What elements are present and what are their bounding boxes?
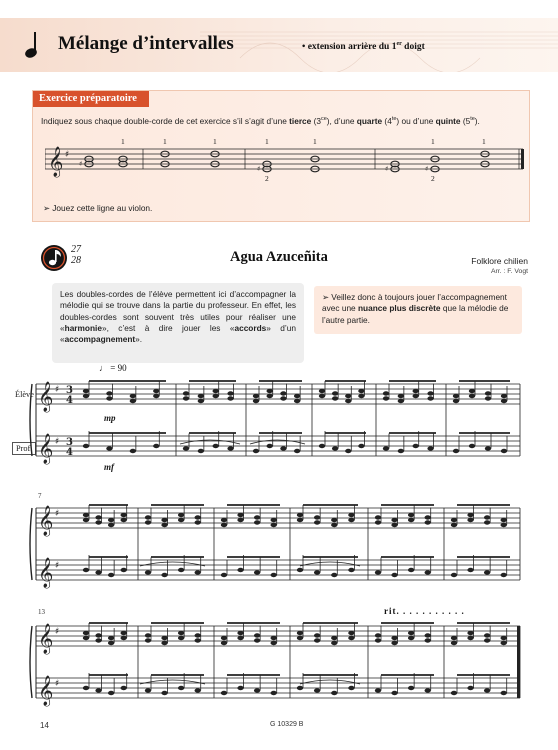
note-head <box>427 446 433 450</box>
teacher-part-label: Prof. <box>12 442 36 455</box>
note-head <box>221 691 227 695</box>
note-head <box>95 688 101 692</box>
note-head <box>398 399 404 403</box>
note-head <box>427 396 433 400</box>
note-head <box>221 641 227 645</box>
key-signature-sharp: ♯ <box>55 561 60 571</box>
song-origin: Folklore chilien <box>471 256 528 266</box>
track-numbers: 27 28 <box>71 244 81 266</box>
note-head <box>383 446 389 450</box>
note-head <box>121 636 127 640</box>
time-signature: 4 <box>66 447 73 458</box>
tempo-marking: ♩ = 90 <box>99 363 127 373</box>
note-head <box>83 444 89 448</box>
note-head <box>121 513 127 517</box>
note-head <box>83 568 89 572</box>
note-head <box>267 444 273 448</box>
note-head <box>319 394 325 398</box>
note-head <box>198 394 204 398</box>
system-brace <box>30 626 32 698</box>
finger-mark: 1 <box>163 137 167 146</box>
note-head <box>314 638 320 642</box>
note-head <box>280 391 286 395</box>
svg-text:♯: ♯ <box>425 165 429 173</box>
note-head <box>314 570 320 574</box>
note-head <box>345 394 351 398</box>
note-head <box>451 573 457 577</box>
note-head <box>271 518 277 522</box>
tie <box>140 680 205 684</box>
note-head <box>319 444 325 448</box>
note-head <box>95 570 101 574</box>
note-head <box>108 573 114 577</box>
note-head <box>453 449 459 453</box>
note-head <box>195 520 201 524</box>
note-head <box>484 570 490 574</box>
note-head <box>253 449 259 453</box>
note-head <box>83 686 89 690</box>
finger-mark: 1 <box>431 137 435 146</box>
catalog-code: G 10329 B <box>270 721 304 728</box>
note-head <box>237 636 243 640</box>
note-head <box>161 641 167 645</box>
note-head <box>237 518 243 522</box>
key-signature-sharp: ♯ <box>55 509 60 519</box>
finger-mark: 1 <box>213 137 217 146</box>
note-head <box>391 636 397 640</box>
note-head <box>348 686 354 690</box>
finger-mark: 1 <box>482 137 486 146</box>
key-signature-sharp: ♯ <box>55 679 60 689</box>
note-head <box>297 513 303 517</box>
note-head <box>398 394 404 398</box>
note-head <box>469 389 475 393</box>
system-number: 13 <box>38 608 45 616</box>
note-head <box>221 573 227 577</box>
note-head <box>178 686 184 690</box>
note-head <box>267 394 273 398</box>
note-head <box>413 394 419 398</box>
note-head <box>453 394 459 398</box>
tie <box>300 562 360 566</box>
note-head <box>297 568 303 572</box>
note-head <box>227 446 233 450</box>
note-head <box>332 446 338 450</box>
note-head <box>398 449 404 453</box>
note-head <box>178 568 184 572</box>
note-head <box>467 568 473 572</box>
key-signature-sharp: ♯ <box>55 385 60 395</box>
note-head <box>314 633 320 637</box>
note-head <box>314 520 320 524</box>
note-head <box>253 399 259 403</box>
note-head <box>467 636 473 640</box>
note-head <box>408 513 414 517</box>
note-head <box>254 638 260 642</box>
note-head <box>153 444 159 448</box>
quarter-note-icon <box>22 30 46 60</box>
treble-clef: 𝄞 <box>38 676 54 706</box>
note-head <box>391 523 397 527</box>
note-head <box>221 523 227 527</box>
note-head <box>195 633 201 637</box>
note-head <box>198 399 204 403</box>
page-number: 14 <box>40 721 49 730</box>
svg-text:♯: ♯ <box>79 160 83 168</box>
note-head <box>425 633 431 637</box>
note-head <box>83 518 89 522</box>
note-head <box>271 691 277 695</box>
note-head <box>183 396 189 400</box>
note-head <box>130 449 136 453</box>
note-head <box>178 636 184 640</box>
note-head <box>294 394 300 398</box>
note-head <box>501 394 507 398</box>
svg-text:♯: ♯ <box>65 150 70 160</box>
treble-clef: 𝄞 <box>38 506 54 536</box>
note-head <box>145 633 151 637</box>
play-instruction: ➢ Jouez cette ligne au violon. <box>43 203 153 213</box>
note-head <box>145 688 151 692</box>
note-head <box>375 638 381 642</box>
note-head <box>348 513 354 517</box>
note-head <box>121 568 127 572</box>
note-head <box>213 389 219 393</box>
note-head <box>469 394 475 398</box>
note-head <box>237 631 243 635</box>
note-head <box>391 641 397 645</box>
key-signature-sharp: ♯ <box>55 437 60 447</box>
note-head <box>145 520 151 524</box>
note-head <box>319 389 325 393</box>
note-head <box>332 396 338 400</box>
note-head <box>358 389 364 393</box>
final-barline <box>517 626 520 698</box>
dynamics-tip-box: ➢ Veillez donc à toujours jouer l’accompagnement avec une nuance plus discrète que la mélodie de l’autre partie. <box>314 286 522 334</box>
ritardando-marking: rit. . . . . . . . . . . <box>384 606 465 616</box>
note-head <box>297 518 303 522</box>
note-head <box>153 389 159 393</box>
dynamic-mf: mf <box>104 462 114 472</box>
note-head <box>83 631 89 635</box>
finger-mark: 1 <box>121 137 125 146</box>
note-head <box>348 636 354 640</box>
note-head <box>331 641 337 645</box>
note-head <box>121 518 127 522</box>
note-head <box>121 631 127 635</box>
note-head <box>108 523 114 527</box>
note-head <box>178 518 184 522</box>
note-head <box>161 573 167 577</box>
note-head <box>501 518 507 522</box>
note-head <box>297 686 303 690</box>
note-head <box>161 691 167 695</box>
note-head <box>391 691 397 695</box>
tie <box>180 440 240 444</box>
note-head <box>280 446 286 450</box>
note-head <box>467 686 473 690</box>
note-head <box>271 573 277 577</box>
note-head <box>501 641 507 645</box>
note-head <box>254 570 260 574</box>
note-head <box>408 518 414 522</box>
exercise-staff <box>45 135 525 185</box>
note-head <box>484 638 490 642</box>
note-head <box>108 641 114 645</box>
exercise-box <box>32 90 530 222</box>
note-head <box>145 515 151 519</box>
note-head <box>345 399 351 403</box>
finger-mark-below: 2 <box>265 174 269 183</box>
note-head <box>267 389 273 393</box>
svg-text:♯: ♯ <box>385 165 389 173</box>
note-head <box>254 515 260 519</box>
note-head <box>358 444 364 448</box>
note-head <box>451 518 457 522</box>
note-head <box>106 446 112 450</box>
note-head <box>451 636 457 640</box>
note-head <box>408 568 414 572</box>
note-head <box>221 636 227 640</box>
note-head <box>227 396 233 400</box>
note-head <box>183 446 189 450</box>
note-head <box>198 449 204 453</box>
note-head <box>145 570 151 574</box>
note-head <box>121 686 127 690</box>
note-head <box>425 688 431 692</box>
note-head <box>106 396 112 400</box>
treble-clef: 𝄞 <box>38 382 54 412</box>
note-head <box>153 394 159 398</box>
note-head <box>413 389 419 393</box>
note-head <box>280 396 286 400</box>
note-head <box>161 523 167 527</box>
note-head <box>331 573 337 577</box>
note-head <box>178 631 184 635</box>
note-head <box>391 573 397 577</box>
note-head <box>348 631 354 635</box>
note-head <box>501 449 507 453</box>
note-head <box>332 391 338 395</box>
note-head <box>408 631 414 635</box>
note-head <box>195 638 201 642</box>
finger-mark-below: 2 <box>431 174 435 183</box>
note-head <box>83 394 89 398</box>
note-head <box>427 391 433 395</box>
time-signature: 3 <box>66 385 73 396</box>
note-head <box>294 399 300 403</box>
note-head <box>501 523 507 527</box>
finger-mark: 1 <box>265 137 269 146</box>
svg-text:♯: ♯ <box>257 165 261 173</box>
note-head <box>161 636 167 640</box>
note-head <box>408 636 414 640</box>
dynamic-mp: mp <box>104 413 116 423</box>
page-title: Mélange d’intervalles <box>58 33 234 54</box>
note-head <box>83 389 89 393</box>
note-head <box>425 515 431 519</box>
song-arranger: Arr. : F. Vogt <box>490 268 528 275</box>
note-head <box>413 444 419 448</box>
note-head <box>485 391 491 395</box>
tie <box>250 440 305 444</box>
note-head <box>331 518 337 522</box>
note-head <box>297 631 303 635</box>
note-head <box>383 391 389 395</box>
note-head <box>408 686 414 690</box>
note-head <box>253 394 259 398</box>
note-head <box>484 688 490 692</box>
note-head <box>467 513 473 517</box>
note-head <box>130 399 136 403</box>
note-head <box>195 515 201 519</box>
note-head <box>237 686 243 690</box>
note-head <box>95 515 101 519</box>
note-head <box>227 391 233 395</box>
note-head <box>484 520 490 524</box>
note-head <box>108 691 114 695</box>
note-head <box>501 636 507 640</box>
note-head <box>331 523 337 527</box>
note-head <box>108 518 114 522</box>
treble-clef: 𝄞 <box>38 624 54 654</box>
treble-clef: 𝄞 <box>38 558 54 588</box>
note-head <box>375 570 381 574</box>
student-part-label: Élève <box>15 390 34 399</box>
key-signature-sharp: ♯ <box>55 627 60 637</box>
note-head <box>130 394 136 398</box>
note-head <box>348 518 354 522</box>
time-signature: 3 <box>66 437 73 448</box>
exercise-heading: Exercice préparatoire <box>33 91 149 107</box>
note-head <box>161 518 167 522</box>
exercise-instructions: Indiquez sous chaque double-corde de cet exercice s’il s’agit d’une tierce $(3^{ce})$, d’une quarte $(4^{te})$ ou d’une quinte $(5^{te})$. <box>41 116 480 126</box>
note-head <box>254 520 260 524</box>
note-head <box>178 513 184 517</box>
note-head <box>254 633 260 637</box>
harmony-info-box: Les doubles-cordes de l’élève permettent ici d’accompagner la mélodie qui se trouve dans la partie du professeur. En effet, les doubles-cordes sont souvent très utiles pour réaliser une «harmonie», c’est à dire jouer les «accords» d’un «accompagnement». <box>52 283 304 363</box>
note-head <box>501 399 507 403</box>
note-head <box>254 688 260 692</box>
time-signature: 4 <box>66 395 73 406</box>
page-subtitle: • extension arrière du 1er doigt <box>302 41 425 53</box>
note-head <box>83 636 89 640</box>
note-head <box>221 518 227 522</box>
note-head <box>195 688 201 692</box>
note-head <box>451 641 457 645</box>
note-head <box>451 691 457 695</box>
note-head <box>106 391 112 395</box>
note-head <box>453 399 459 403</box>
note-head <box>297 636 303 640</box>
note-head <box>213 394 219 398</box>
note-head <box>484 633 490 637</box>
note-head <box>95 633 101 637</box>
note-head <box>108 636 114 640</box>
note-head <box>425 570 431 574</box>
note-head <box>314 688 320 692</box>
note-head <box>145 638 151 642</box>
note-head <box>83 513 89 517</box>
note-head <box>375 633 381 637</box>
note-head <box>271 641 277 645</box>
note-head <box>467 631 473 635</box>
note-head <box>95 520 101 524</box>
note-head <box>485 446 491 450</box>
note-head <box>294 449 300 453</box>
note-head <box>95 638 101 642</box>
note-head <box>383 396 389 400</box>
note-head <box>375 520 381 524</box>
note-head <box>314 515 320 519</box>
svg-text:𝄞: 𝄞 <box>48 147 64 177</box>
note-head <box>237 513 243 517</box>
note-head <box>425 638 431 642</box>
note-head <box>501 573 507 577</box>
note-head <box>485 396 491 400</box>
note-head <box>237 568 243 572</box>
system-brace <box>30 508 32 580</box>
note-head <box>451 523 457 527</box>
note-head <box>345 449 351 453</box>
note-head <box>375 515 381 519</box>
note-head <box>331 636 337 640</box>
note-head <box>391 518 397 522</box>
note-head <box>183 391 189 395</box>
note-head <box>348 568 354 572</box>
note-head <box>469 444 475 448</box>
finger-mark: 1 <box>313 137 317 146</box>
system-number: 7 <box>38 492 42 500</box>
tie <box>300 680 360 684</box>
treble-clef: 𝄞 <box>38 434 54 464</box>
audio-track-icon <box>40 244 68 272</box>
note-head <box>195 570 201 574</box>
note-head <box>271 523 277 527</box>
note-head <box>213 444 219 448</box>
tie <box>140 562 205 566</box>
note-head <box>331 691 337 695</box>
note-head <box>425 520 431 524</box>
note-head <box>484 515 490 519</box>
song-title: Agua Azuceñita <box>230 249 328 265</box>
note-head <box>501 691 507 695</box>
note-head <box>467 518 473 522</box>
note-head <box>271 636 277 640</box>
note-head <box>358 394 364 398</box>
note-head <box>375 688 381 692</box>
